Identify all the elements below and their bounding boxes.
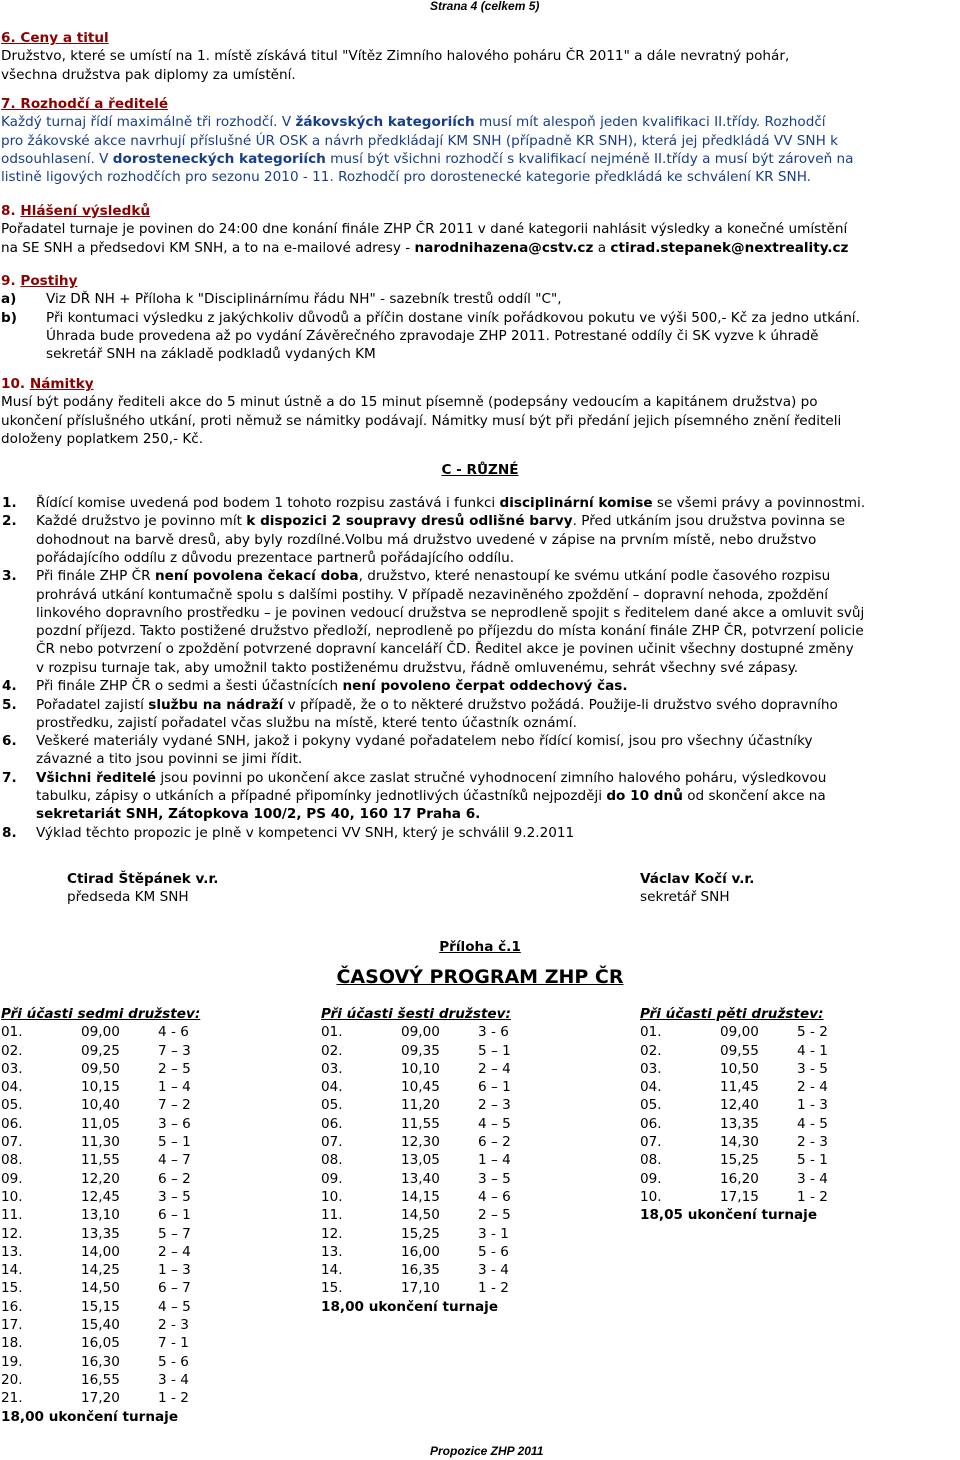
c-item-2: 2. Každé družstvo je povinno mít k dispozici 2 soupravy dresů odlišné barvy. Před utkáním jsou družstva povinna se dohodnout na barvě dresů, aby byly rozdílné.Volbu má družstvo uvedené v zápise na prvním místě, nebo družstvo pořádajícího oddílu z důvodu prezentace partnerů pořádajícího oddílu. xyxy=(2,513,845,566)
match-pairing: 1 – 4 xyxy=(158,1079,191,1096)
match-number: 06. xyxy=(640,1115,662,1132)
match-time: 09,00 xyxy=(81,1024,120,1041)
schedule-row xyxy=(640,1042,940,1060)
match-pairing: 4 – 7 xyxy=(158,1152,191,1169)
match-pairing: 5 – 1 xyxy=(478,1042,511,1059)
match-time: 11,55 xyxy=(81,1152,120,1169)
section-c-list xyxy=(1,494,959,844)
section-9 xyxy=(1,272,959,364)
schedule-row xyxy=(1,1389,301,1407)
match-time: 09,00 xyxy=(720,1024,759,1041)
match-time: 11,30 xyxy=(81,1134,120,1151)
match-number: 05. xyxy=(1,1097,23,1114)
match-number: 12. xyxy=(1,1225,23,1242)
match-time: 16,30 xyxy=(81,1353,120,1370)
schedule-end: 18,00 ukončení turnaje xyxy=(321,1298,499,1315)
schedule-row xyxy=(640,1096,940,1114)
c-item-4: 4. Při finále ZHP ČR o sedmi a šesti účastnících není povoleno čerpat oddechový čas. xyxy=(2,678,628,695)
match-pairing: 4 - 5 xyxy=(797,1115,828,1132)
match-time: 16,20 xyxy=(720,1170,759,1187)
match-number: 09. xyxy=(640,1170,662,1187)
match-pairing: 2 – 3 xyxy=(478,1097,511,1114)
schedule-five-teams xyxy=(640,1005,940,1225)
schedule-row xyxy=(640,1060,940,1078)
schedule-row xyxy=(321,1243,621,1261)
match-pairing: 1 - 2 xyxy=(158,1390,189,1407)
match-pairing: 7 – 3 xyxy=(158,1042,191,1059)
match-number: 03. xyxy=(1,1060,23,1077)
match-time: 13,35 xyxy=(720,1115,759,1132)
match-pairing: 3 – 5 xyxy=(158,1188,191,1205)
section-7-line-4: listině ligových rozhodčích pro sezonu 2010 - 11. Rozhodčí pro dorostenecké kategorie předkládá ke schválení KR SNH. xyxy=(1,169,812,186)
c-item-7: 7. Všichni ředitelé jsou povinni po ukončení akce zaslat stručné vyhodnocení zimního halového poháru, výsledkovou tabulku, zápisy o utkáních a případné připomínky jednotlivých účastníků nejpozději do 10 dnů od skončení akce na sekretariát SNH, Zátopkova 100/2, PS 40, 160 17 Praha 6. xyxy=(2,769,827,823)
schedule-row xyxy=(1,1060,301,1078)
match-number: 01. xyxy=(321,1024,343,1041)
schedule-row xyxy=(1,1298,301,1316)
c-item-3: 3. Při finále ZHP ČR není povolena čekací doba, družstvo, které nenastoupí ke svému utkání podle časového rozpisu prohrává utkání kontumačně spolu s dalšími postihy. V případě nezaviněného zpoždění – dopravní nehoda, zpoždění linkového dopravního prostředku – je povinen vedoucí družstva se neprodleně spojit s ředitelem dané akce a omluvit svůj pozdní příjezd. Takto postižené družstvo předloží, neprodleně po příjezdu do místa konání finále ZHP ČR, potvrzení policie ČR nebo potvrzení o zpoždění potvrzené dopravní kanceláří ČD. Ředitel akce je povinen učinit všechny dostupné změny v rozpisu turnaje tak, aby umožnil takto postiženému družstvu, řádně omluvenému, sehrát všechny své zápasy. xyxy=(2,568,865,676)
section-8-title: 8. Hlášení výsledků xyxy=(1,203,151,219)
match-pairing: 5 – 7 xyxy=(158,1225,191,1242)
match-time: 11,20 xyxy=(401,1097,440,1114)
match-number: 09. xyxy=(321,1170,343,1187)
match-time: 11,55 xyxy=(401,1115,440,1132)
schedule-row xyxy=(1,1371,301,1389)
match-time: 16,05 xyxy=(81,1335,120,1352)
schedule-row xyxy=(321,1096,621,1114)
schedule-row xyxy=(1,1078,301,1096)
schedule-row xyxy=(1,1170,301,1188)
match-time: 14,15 xyxy=(401,1188,440,1205)
match-pairing: 4 – 5 xyxy=(158,1298,191,1315)
match-number: 20. xyxy=(1,1371,23,1388)
section-7-title: 7. Rozhodčí a ředitelé xyxy=(1,96,169,112)
match-time: 13,40 xyxy=(401,1170,440,1187)
section-c-title: C - RŮZNÉ xyxy=(441,462,519,478)
match-number: 10. xyxy=(321,1188,343,1205)
schedule-row xyxy=(321,1078,621,1096)
match-number: 08. xyxy=(1,1152,23,1169)
schedule-row xyxy=(321,1060,621,1078)
match-number: 05. xyxy=(640,1097,662,1114)
match-number: 15. xyxy=(321,1280,343,1297)
match-time: 09,35 xyxy=(401,1042,440,1059)
section-9-item-a: a) Viz DŘ NH + Příloha k "Disciplinárnímu řádu NH" - sazebník trestů oddíl "C", xyxy=(1,291,562,308)
match-time: 11,05 xyxy=(81,1115,120,1132)
schedule-row xyxy=(1,1096,301,1114)
match-pairing: 3 - 4 xyxy=(478,1262,509,1279)
match-number: 06. xyxy=(321,1115,343,1132)
section-10 xyxy=(1,375,959,448)
match-pairing: 3 - 4 xyxy=(797,1170,828,1187)
match-time: 14,25 xyxy=(81,1262,120,1279)
match-pairing: 1 – 3 xyxy=(158,1262,191,1279)
schedule-row xyxy=(321,1279,621,1297)
match-pairing: 6 – 1 xyxy=(158,1207,191,1224)
match-pairing: 4 - 6 xyxy=(158,1024,189,1041)
match-number: 07. xyxy=(321,1134,343,1151)
section-9-item-b: b) Při kontumaci výsledku z jakýchkoliv důvodů a příčin dostane viník pořádkovou pokutu ve výši 500,- Kč za jedno utkání. Úhrada bude provedena až po vydání Závěrečného zpravodaje ZHP 2011. Potrestané oddíly či SK vyzve k úhradě sekretář SNH na základě podkladů vydaných KM xyxy=(1,309,860,363)
match-time: 09,55 xyxy=(720,1042,759,1059)
match-pairing: 6 – 7 xyxy=(158,1280,191,1297)
match-pairing: 3 - 5 xyxy=(797,1060,828,1077)
signature-left: Ctirad Štěpánek v.r. předseda KM SNH xyxy=(67,871,219,906)
match-time: 13,05 xyxy=(401,1152,440,1169)
section-10-line-1: Musí být podány řediteli akce do 5 minut ústně a do 15 minut písemně (podepsány vedoucím a kapitánem družstva) po xyxy=(1,394,818,411)
schedule-row xyxy=(321,1170,621,1188)
match-pairing: 6 – 1 xyxy=(478,1079,511,1096)
match-number: 09. xyxy=(1,1170,23,1187)
email-link-1[interactable]: narodnihazena@cstv.cz xyxy=(414,239,594,256)
match-pairing: 2 - 3 xyxy=(158,1317,189,1334)
match-pairing: 5 - 6 xyxy=(158,1353,189,1370)
schedule-row xyxy=(1,1188,301,1206)
match-time: 09,00 xyxy=(401,1024,440,1041)
match-time: 10,45 xyxy=(401,1079,440,1096)
schedule-row xyxy=(321,1115,621,1133)
section-10-line-2: ukončení příslušného utkání, proti němuž se námitky podávají. Námitky musí být při předání jejich písemného znění řediteli xyxy=(1,412,842,429)
match-number: 03. xyxy=(321,1060,343,1077)
match-number: 02. xyxy=(321,1042,343,1059)
match-pairing: 5 - 6 xyxy=(478,1243,509,1260)
section-9-title: 9. Postihy xyxy=(1,273,78,289)
c-item-8: 8. Výklad těchto propozic je plně v kompetenci VV SNH, který je schválil 9.2.2011 xyxy=(2,824,575,841)
match-number: 11. xyxy=(1,1207,23,1224)
email-link-2[interactable]: ctirad.stepanek@nextreality.cz xyxy=(610,239,849,256)
schedule-row xyxy=(1,1042,301,1060)
match-number: 10. xyxy=(640,1188,662,1205)
match-pairing: 4 – 6 xyxy=(478,1188,511,1205)
match-time: 09,50 xyxy=(81,1060,120,1077)
match-time: 15,40 xyxy=(81,1317,120,1334)
match-pairing: 3 - 6 xyxy=(478,1024,509,1041)
match-pairing: 3 – 5 xyxy=(478,1170,511,1187)
match-time: 14,50 xyxy=(81,1280,120,1297)
match-pairing: 3 – 6 xyxy=(158,1115,191,1132)
schedule-row xyxy=(1,1316,301,1334)
match-time: 17,15 xyxy=(720,1188,759,1205)
match-number: 01. xyxy=(1,1024,23,1041)
schedule-row xyxy=(1,1151,301,1169)
match-time: 12,20 xyxy=(81,1170,120,1187)
match-number: 05. xyxy=(321,1097,343,1114)
schedule-heading: Při účasti šesti družstev: xyxy=(321,1006,511,1022)
match-number: 04. xyxy=(1,1079,23,1096)
schedule-row xyxy=(1,1261,301,1279)
match-pairing: 4 - 1 xyxy=(797,1042,828,1059)
section-10-line-3: doloženy poplatkem 250,- Kč. xyxy=(1,430,204,447)
schedule-heading: Při účasti sedmi družstev: xyxy=(1,1006,201,1022)
schedule-heading: Při účasti pěti družstev: xyxy=(640,1006,824,1022)
schedule-row xyxy=(321,1151,621,1169)
section-6 xyxy=(1,29,959,84)
match-number: 10. xyxy=(1,1188,23,1205)
schedule-row xyxy=(640,1133,940,1151)
match-time: 12,40 xyxy=(720,1097,759,1114)
match-time: 14,30 xyxy=(720,1134,759,1151)
match-number: 14. xyxy=(321,1262,343,1279)
schedule-row xyxy=(1,1243,301,1261)
schedule-six-teams xyxy=(321,1005,621,1316)
match-number: 01. xyxy=(640,1024,662,1041)
match-time: 10,50 xyxy=(720,1060,759,1077)
section-7-line-3: odsouhlasení. V dorosteneckých kategoriích musí být všichni rozhodčí s kvalifikací nejméně II.třídy a musí být zároveň na xyxy=(1,150,854,167)
match-number: 08. xyxy=(640,1152,662,1169)
match-pairing: 7 - 1 xyxy=(158,1335,189,1352)
section-6-line-1: Družstvo, které se umístí na 1. místě získává titul "Vítěz Zimního halového poháru ČR 2011" a dále nevratný pohár, xyxy=(1,48,790,65)
section-7 xyxy=(1,95,959,186)
section-7-line-1: Každý turnaj řídí maximálně tři rozhodčí. V žákovských kategoriích musí mít alespoň jeden kvalifikaci II.třídy. Rozhodčí xyxy=(1,114,826,131)
match-number: 04. xyxy=(321,1079,343,1096)
match-number: 12. xyxy=(321,1225,343,1242)
match-time: 15,15 xyxy=(81,1298,120,1315)
match-time: 11,45 xyxy=(720,1079,759,1096)
schedule-end: 18,00 ukončení turnaje xyxy=(1,1408,179,1425)
appendix-label: Příloha č.1 xyxy=(439,939,521,955)
match-pairing: 3 - 4 xyxy=(158,1371,189,1388)
appendix-title: ČASOVÝ PROGRAM ZHP ČR xyxy=(336,966,624,988)
match-pairing: 7 – 2 xyxy=(158,1097,191,1114)
match-number: 06. xyxy=(1,1115,23,1132)
match-number: 02. xyxy=(1,1042,23,1059)
match-pairing: 2 – 4 xyxy=(158,1243,191,1260)
match-pairing: 1 – 4 xyxy=(478,1152,511,1169)
match-time: 12,30 xyxy=(401,1134,440,1151)
match-time: 17,10 xyxy=(401,1280,440,1297)
match-pairing: 1 - 3 xyxy=(797,1097,828,1114)
match-time: 14,50 xyxy=(401,1207,440,1224)
match-number: 14. xyxy=(1,1262,23,1279)
match-time: 12,45 xyxy=(81,1188,120,1205)
section-8-line-1: Pořadatel turnaje je povinen do 24:00 dne konání finále ZHP ČR 2011 v dané kategorii nahlásit výsledky a konečné umístění xyxy=(1,221,848,238)
schedule-row xyxy=(640,1188,940,1206)
schedule-row xyxy=(640,1151,940,1169)
match-number: 11. xyxy=(321,1207,343,1224)
section-8 xyxy=(1,202,959,257)
schedule-row xyxy=(321,1206,621,1224)
match-number: 17. xyxy=(1,1317,23,1334)
match-pairing: 6 – 2 xyxy=(158,1170,191,1187)
schedule-row xyxy=(1,1115,301,1133)
schedule-row xyxy=(1,1353,301,1371)
match-time: 10,10 xyxy=(401,1060,440,1077)
match-number: 07. xyxy=(1,1134,23,1151)
schedule-row xyxy=(640,1078,940,1096)
schedule-row xyxy=(640,1170,940,1188)
schedule-row xyxy=(1,1225,301,1243)
c-item-5: 5. Pořadatel zajistí službu na nádraží v případě, že o to některé družstvo požádá. Použije-li družstvo svého dopravního prostředku, zajistí pořadatel včas službu na místě, které tento účastník oznámí. xyxy=(2,696,838,731)
match-time: 15,25 xyxy=(401,1225,440,1242)
match-pairing: 1 - 2 xyxy=(797,1188,828,1205)
schedule-row xyxy=(321,1133,621,1151)
match-pairing: 2 - 3 xyxy=(797,1134,828,1151)
schedule-row xyxy=(1,1206,301,1224)
match-pairing: 6 – 2 xyxy=(478,1134,511,1151)
schedule-row xyxy=(1,1279,301,1297)
match-pairing: 1 - 2 xyxy=(478,1280,509,1297)
section-10-title: 10. Námitky xyxy=(1,376,94,392)
section-6-line-2: všechna družstva pak diplomy za umístění. xyxy=(1,66,296,83)
match-time: 13,10 xyxy=(81,1207,120,1224)
match-number: 19. xyxy=(1,1353,23,1370)
match-time: 16,00 xyxy=(401,1243,440,1260)
schedule-row xyxy=(321,1261,621,1279)
match-pairing: 5 - 2 xyxy=(797,1024,828,1041)
schedule-row xyxy=(321,1225,621,1243)
match-number: 13. xyxy=(321,1243,343,1260)
page-footer: Propozice ZHP 2011 xyxy=(430,1444,544,1458)
match-time: 15,25 xyxy=(720,1152,759,1169)
schedule-row xyxy=(1,1133,301,1151)
section-8-line-2: na SE SNH a předsedovi KM SNH, a to na e-mailové adresy - narodnihazena@cstv.cz a ctirad.stepanek@nextreality.cz xyxy=(1,239,849,256)
schedule-row xyxy=(640,1023,940,1041)
match-time: 13,35 xyxy=(81,1225,120,1242)
schedule-row xyxy=(321,1023,621,1041)
match-number: 15. xyxy=(1,1280,23,1297)
section-7-line-2: pro žákovské akce navrhují příslušné ÚR OSK a návrh předkládají KM SNH (případně KR SNH), která jej předkládá VV SNH k xyxy=(1,132,838,149)
match-time: 10,40 xyxy=(81,1097,120,1114)
match-pairing: 2 – 5 xyxy=(478,1207,511,1224)
match-number: 13. xyxy=(1,1243,23,1260)
match-number: 03. xyxy=(640,1060,662,1077)
c-item-1: 1. Řídící komise uvedená pod bodem 1 tohoto rozpisu zastává i funkci disciplinární komise se všemi právy a povinnostmi. xyxy=(2,495,866,511)
schedule-row xyxy=(1,1334,301,1352)
match-pairing: 5 – 1 xyxy=(158,1134,191,1151)
match-number: 21. xyxy=(1,1390,23,1407)
match-pairing: 2 – 5 xyxy=(158,1060,191,1077)
match-pairing: 2 - 4 xyxy=(797,1079,828,1096)
schedule-row xyxy=(640,1115,940,1133)
section-6-title: 6. Ceny a titul xyxy=(1,30,109,46)
match-number: 18. xyxy=(1,1335,23,1352)
schedule-end: 18,05 ukončení turnaje xyxy=(640,1207,818,1224)
schedule-seven-teams xyxy=(1,1005,301,1426)
schedule-row xyxy=(321,1188,621,1206)
match-pairing: 4 – 5 xyxy=(478,1115,511,1132)
match-number: 08. xyxy=(321,1152,343,1169)
page-header: Strana 4 (celkem 5) xyxy=(430,0,540,13)
match-pairing: 2 – 4 xyxy=(478,1060,511,1077)
match-time: 14,00 xyxy=(81,1243,120,1260)
match-time: 09,25 xyxy=(81,1042,120,1059)
match-time: 16,35 xyxy=(401,1262,440,1279)
match-number: 02. xyxy=(640,1042,662,1059)
match-number: 16. xyxy=(1,1298,23,1315)
match-number: 07. xyxy=(640,1134,662,1151)
match-time: 16,55 xyxy=(81,1371,120,1388)
match-time: 10,15 xyxy=(81,1079,120,1096)
match-pairing: 3 - 1 xyxy=(478,1225,509,1242)
c-item-6: 6. Veškeré materiály vydané SNH, jakož i pokyny vydané pořadatelem nebo řídící komisí, jsou pro všechny účastníky závazné a tito jsou povinni se jimi řídit. xyxy=(2,733,813,768)
signature-right: Václav Kočí v.r. sekretář SNH xyxy=(640,871,755,906)
schedule-row xyxy=(1,1023,301,1041)
match-time: 17,20 xyxy=(81,1390,120,1407)
schedule-row xyxy=(321,1042,621,1060)
match-pairing: 5 - 1 xyxy=(797,1152,828,1169)
match-number: 04. xyxy=(640,1079,662,1096)
